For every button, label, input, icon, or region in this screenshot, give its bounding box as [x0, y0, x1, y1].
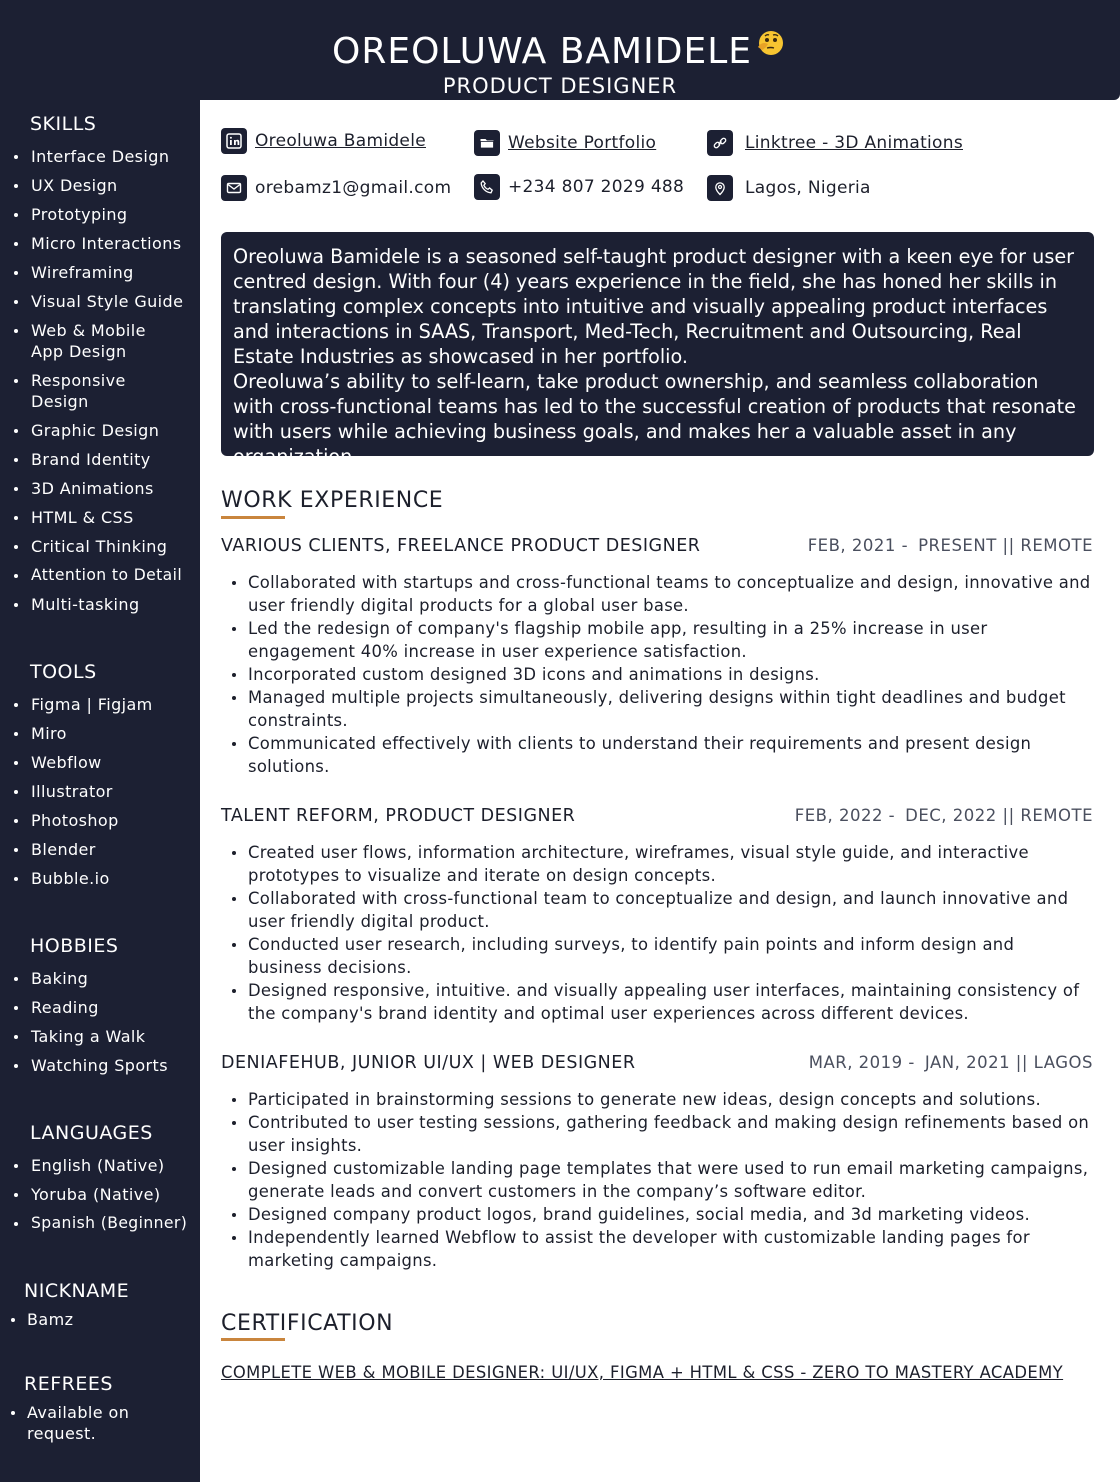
skill-item: Critical Thinking: [0, 536, 200, 557]
tool-item: Bubble.io: [0, 868, 200, 889]
skill-item: Graphic Design: [0, 420, 200, 441]
job-bullet: Designed company product logos, brand guidelines, social media, and 3d marketing videos.: [221, 1203, 1093, 1226]
skills-title: SKILLS: [30, 113, 97, 135]
referees-section: [0, 1372, 200, 1452]
tools-section: [0, 660, 200, 897]
work-experience-underline: [221, 516, 285, 519]
hobby-item: Watching Sports: [0, 1055, 200, 1076]
linkedin-contact[interactable]: [221, 128, 426, 154]
tools-title: TOOLS: [30, 661, 97, 683]
hobby-item: Reading: [0, 997, 200, 1018]
skill-item: HTML & CSS: [0, 507, 200, 528]
name-heading: OREOLUWA BAMIDELE: [0, 0, 1120, 72]
job-bullet: Participated in brainstorming sessions to generate new ideas, design concepts and solutions.: [221, 1088, 1093, 1111]
hobby-item: Baking: [0, 968, 200, 989]
job-bullet: Led the redesign of company's flagship mobile app, resulting in a 25% increase in user engagement 40% increase in user experience satisfaction.: [221, 617, 1093, 663]
tools-list: [0, 694, 200, 889]
languages-section: [0, 1121, 200, 1242]
languages-list: [0, 1155, 200, 1234]
job-entry: [221, 535, 1093, 778]
job-bullet: Conducted user research, including surveys, to identify pain points and inform design and business decisions.: [221, 933, 1093, 979]
referees-list: [0, 1402, 200, 1444]
language-item: English (Native): [0, 1155, 200, 1176]
tool-item: Miro: [0, 723, 200, 744]
job-bullet: Designed customizable landing page templates that were used to run email marketing campaigns, generate leads and convert customers in the company’s software editor.: [221, 1157, 1093, 1203]
skill-item: Web & Mobile App Design: [0, 320, 200, 362]
email-contact[interactable]: [221, 175, 451, 201]
job-dates: FEB, 2022 - DEC, 2022 || REMOTE: [794, 806, 1093, 825]
job-bullet: Communicated effectively with clients to understand their requirements and present design solutions.: [221, 732, 1093, 778]
languages-title: LANGUAGES: [30, 1122, 153, 1144]
skill-item: Wireframing: [0, 262, 200, 283]
skill-item: Brand Identity: [0, 449, 200, 470]
job-bullet: Managed multiple projects simultaneously, delivering designs within tight deadlines and budget constraints.: [221, 686, 1093, 732]
job-bullet: Collaborated with startups and cross-functional teams to conceptualize and design, innovative and user friendly digital products for a global user base.: [221, 571, 1093, 617]
skills-section: [0, 112, 200, 623]
nickname-section: [0, 1279, 200, 1338]
skill-item: Visual Style Guide: [0, 291, 200, 312]
job-entry: [221, 805, 1093, 1025]
referees-title: REFREES: [24, 1373, 113, 1395]
language-item: Yoruba (Native): [0, 1184, 200, 1205]
skill-item: 3D Animations: [0, 478, 200, 499]
job-title: DENIAFEHUB, JUNIOR UI/UX | WEB DESIGNER: [221, 1053, 636, 1073]
tool-item: Webflow: [0, 752, 200, 773]
folder-icon: [474, 130, 500, 156]
certification-link[interactable]: COMPLETE WEB & MOBILE DESIGNER: UI/UX, FIGMA + HTML & CSS - ZERO TO MASTERY ACADEMY: [221, 1363, 1064, 1382]
job-bullet: Independently learned Webflow to assist the developer with customizable landing pages for marketing campaigns.: [221, 1226, 1093, 1272]
linktree-contact[interactable]: [707, 130, 963, 156]
linktree-link[interactable]: Linktree - 3D Animations: [745, 133, 963, 153]
certification-underline: [221, 1338, 285, 1341]
tool-item: Figma | Figjam: [0, 694, 200, 715]
location-text: Lagos, Nigeria: [745, 178, 871, 198]
nickname-title: NICKNAME: [24, 1280, 130, 1302]
nickname-list: [0, 1309, 200, 1330]
link-icon: [707, 130, 733, 156]
job-bullet: Contributed to user testing sessions, gathering feedback and making design refinements based on user insights.: [221, 1111, 1093, 1157]
job-bullet: Created user flows, information architecture, wireframes, visual style guide, and interactive prototypes to visualize and iterate on design concepts.: [221, 841, 1093, 887]
job-dates: MAR, 2019 - JAN, 2021 || LAGOS: [808, 1053, 1093, 1072]
hobbies-title: HOBBIES: [30, 935, 119, 957]
tool-item: Photoshop: [0, 810, 200, 831]
summary-paragraph-1: Oreoluwa Bamidele is a seasoned self-taught product designer with a keen eye for user centred design. With four (4) years experience in the field, she has honed her skills in translating complex concepts into intuitive and visually appealing product interfaces and interactions in SAAS, Transport, Med-Tech, Recruitment and Outsourcing, Real Estate Industries as showcased in her portfolio.: [233, 245, 1075, 368]
portfolio-link[interactable]: Website Portfolio: [508, 133, 657, 153]
hobby-item: Taking a Walk: [0, 1026, 200, 1047]
portfolio-contact[interactable]: [474, 130, 656, 156]
hobbies-list: [0, 968, 200, 1076]
job-bullets: [221, 1088, 1093, 1272]
location-pin-icon: [707, 175, 733, 201]
job-dates: FEB, 2021 - PRESENT || REMOTE: [807, 536, 1093, 555]
job-title-heading: PRODUCT DESIGNER: [442, 74, 678, 98]
email-text[interactable]: orebamz1@gmail.com: [255, 178, 452, 198]
job-title: TALENT REFORM, PRODUCT DESIGNER: [221, 806, 576, 826]
mail-icon: [221, 175, 247, 201]
job-bullet: Collaborated with cross-functional team to conceptualize and design, and launch innovative and user friendly digital product.: [221, 887, 1093, 933]
linkedin-link[interactable]: Oreoluwa Bamidele: [255, 131, 426, 151]
hobbies-section: [0, 934, 200, 1084]
location-contact: [707, 175, 871, 201]
skill-item: Responsive Design: [0, 370, 200, 412]
phone-contact[interactable]: [474, 174, 684, 200]
skill-item: Interface Design: [0, 146, 200, 167]
phone-text: +234 807 2029 488: [508, 177, 685, 197]
job-bullet: Designed responsive, intuitive. and visually appealing user interfaces, maintaining consistency of the company's brand identity and optimal user experiences across different devices.: [221, 979, 1093, 1025]
skill-item: UX Design: [0, 175, 200, 196]
job-title: VARIOUS CLIENTS, FREELANCE PRODUCT DESIGNER: [221, 536, 701, 556]
profile-summary: [221, 232, 1094, 468]
skill-item: Attention to Detail: [0, 565, 200, 586]
linkedin-icon: [221, 128, 247, 154]
summary-paragraph-2: Oreoluwa’s ability to self-learn, take product ownership, and seamless collaboration with cross-functional teams has led to the successful creation of products that resonate with users while achieving business goals, and makes her a valuable asset in any organization.: [233, 370, 1076, 468]
job-entry: [221, 1052, 1093, 1272]
language-item: Spanish (Beginner): [0, 1213, 200, 1234]
work-experience-title: WORK EXPERIENCE: [221, 488, 444, 513]
referee-item: Available on request.: [0, 1402, 200, 1444]
nickname-item: Bamz: [0, 1309, 200, 1330]
tool-item: Illustrator: [0, 781, 200, 802]
skills-list: [0, 146, 200, 615]
resume-header: [0, 0, 1120, 100]
phone-icon: [474, 174, 500, 200]
job-bullet: Incorporated custom designed 3D icons and animations in designs.: [221, 663, 1093, 686]
skill-item: Prototyping: [0, 204, 200, 225]
certification-title: CERTIFICATION: [221, 1311, 394, 1336]
job-bullets: [221, 571, 1093, 778]
thinking-face-emoji-icon: [754, 26, 788, 66]
skill-item: Micro Interactions: [0, 233, 200, 254]
job-bullets: [221, 841, 1093, 1025]
tool-item: Blender: [0, 839, 200, 860]
skill-item: Multi-tasking: [0, 594, 200, 615]
